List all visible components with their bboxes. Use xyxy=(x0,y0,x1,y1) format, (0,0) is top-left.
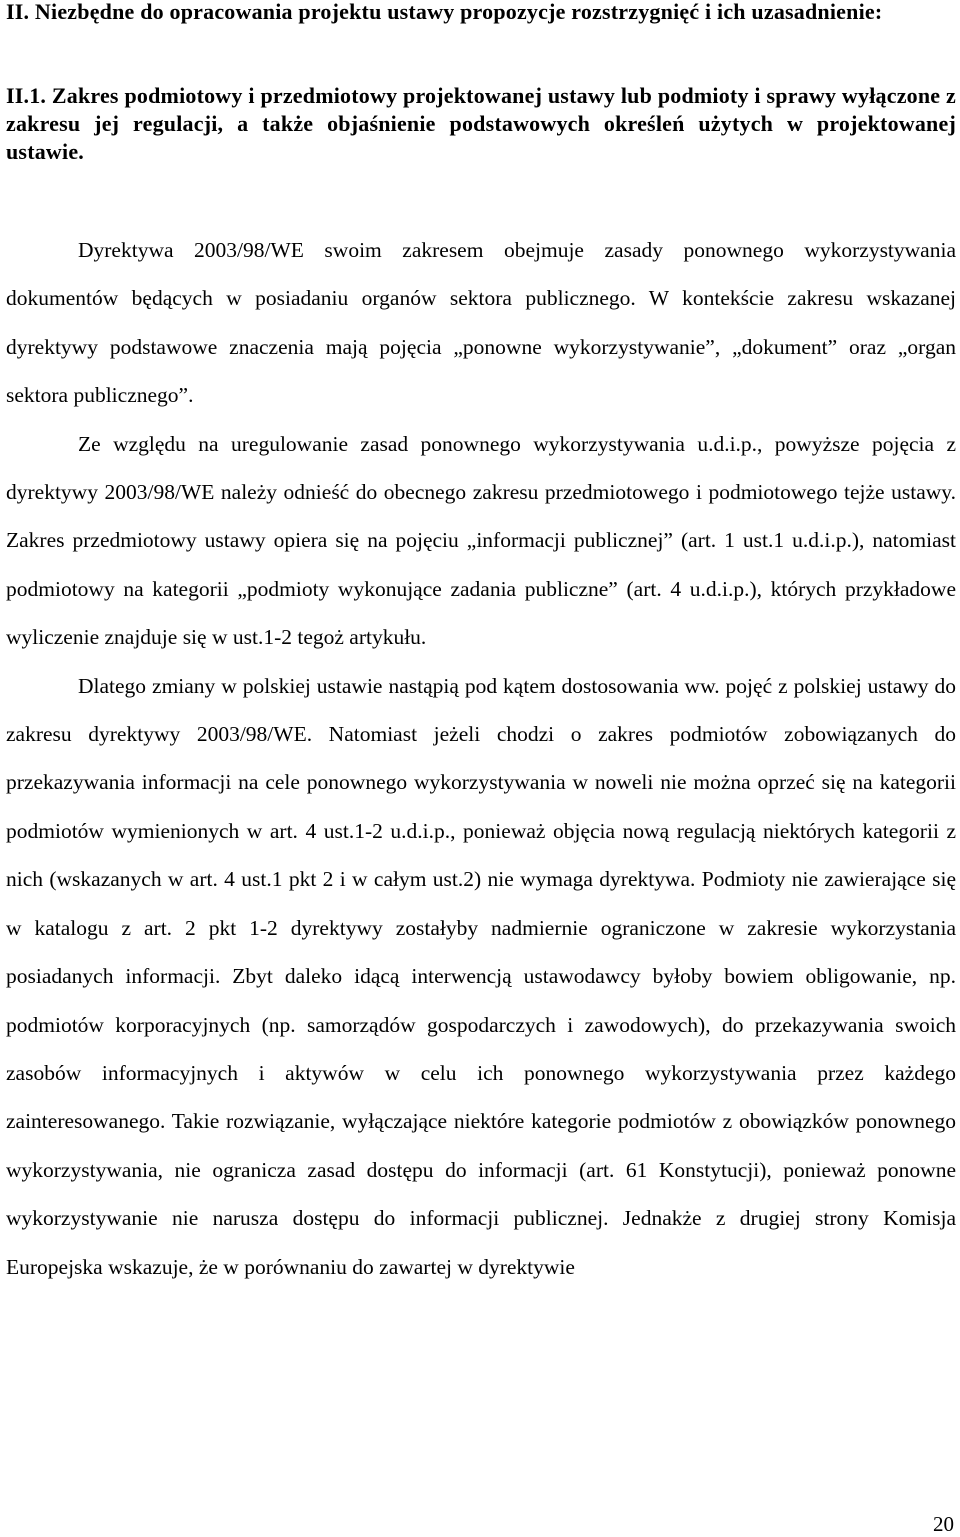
paragraph-1: Dyrektywa 2003/98/WE swoim zakresem obejmuje zasady ponownego wykorzystywania dokumentów będących w posiadaniu organów sektora publicznego. W kontekście zakresu wskazanej dyrektywy podstawowe znaczenia mają pojęcia „ponowne wykorzystywanie”, „dokument” oraz „organ sektora publicznego”. xyxy=(6,238,956,408)
page-number: 20 xyxy=(933,1512,954,1536)
body-text xyxy=(6,226,956,1291)
section-heading: II. Niezbędne do opracowania projektu ustawy propozycje rozstrzygnięć i ich uzasadnienie: xyxy=(6,0,883,24)
subsection-heading: II.1. Zakres podmiotowy i przedmiotowy projektowanej ustawy lub podmioty i sprawy wyłączone z zakresu jej regulacji, a także objaśnienie podstawowych określeń użytych w projektowanej ustawie. xyxy=(6,83,956,164)
paragraph-3: Dlatego zmiany w polskiej ustawie nastąpią pod kątem dostosowania ww. pojęć z polskiej ustawy do zakresu dyrektywy 2003/98/WE. Natomiast jeżeli chodzi o zakres podmiotów zobowiązanych do przekazywania informacji na cele ponownego wykorzystywania w noweli nie można oprzeć się na kategorii podmiotów wymienionych w art. 4 ust.1-2 u.d.i.p., ponieważ objęcia nową regulacją niektórych kategorii z nich (wskazanych w art. 4 ust.1 pkt 2 i w całym ust.2) nie wymaga dyrektywa. Podmioty nie zawierające się w katalogu z art. 2 pkt 1-2 dyrektywy zostałyby nadmiernie ograniczone w zakresie wykorzystania posiadanych informacji. Zbyt daleko idącą interwencją ustawodawcy byłoby bowiem obligowanie, np. podmiotów korporacyjnych (np. samorządów gospodarczych i zawodowych), do przekazywania swoich zasobów informacyjnych i aktywów w celu ich ponownego wykorzystywania przez każdego zainteresowanego. Takie rozwiązanie, wyłączające niektóre kategorie podmiotów z obowiązków ponownego wykorzystywania, nie ogranicza zasad dostępu do informacji (art. 61 Konstytucji), ponieważ ponowne wykorzystywanie nie narusza dostępu do informacji publicznej. Jednakże z drugiej strony Komisja Europejska wskazuje, że w porównaniu do zawartej w dyrektywie xyxy=(6,673,956,1279)
paragraph-2: Ze względu na uregulowanie zasad ponownego wykorzystywania u.d.i.p., powyższe pojęcia z dyrektywy 2003/98/WE należy odnieść do obecnego zakresu przedmiotowego i podmiotowego tejże ustawy. Zakres przedmiotowy ustawy opiera się na pojęciu „informacji publicznej” (art. 1 ust.1 u.d.i.p.), natomiast podmiotowy na kategorii „podmioty wykonujące zadania publiczne” (art. 4 u.d.i.p.), których przykładowe wyliczenie znajduje się w ust.1-2 tegoż artykułu. xyxy=(6,431,956,650)
